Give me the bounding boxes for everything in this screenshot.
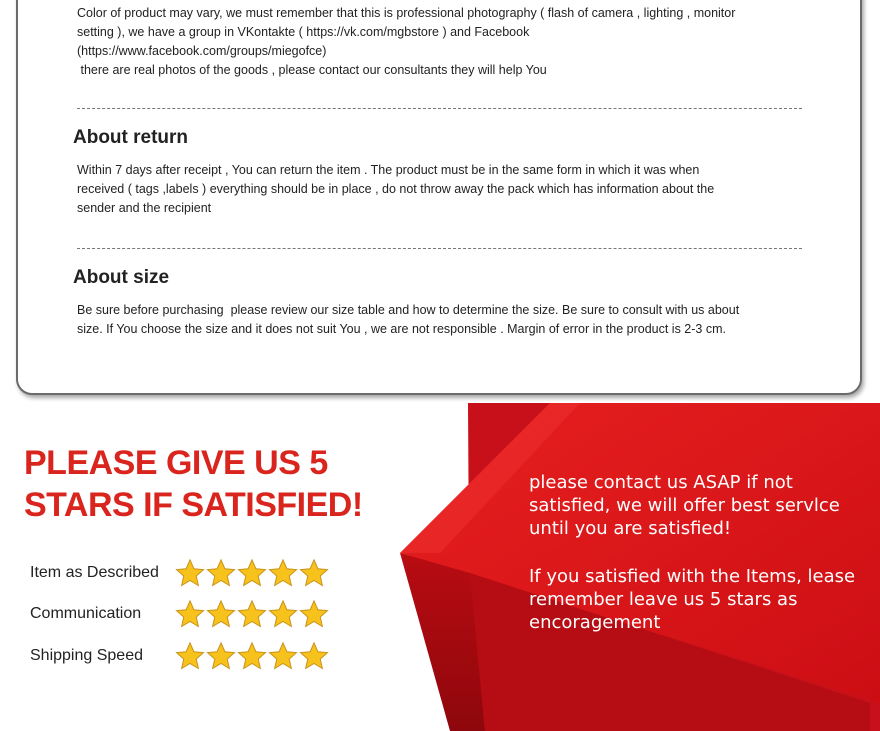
star-icon	[237, 558, 267, 588]
star-icon	[237, 641, 267, 671]
size-line: size. If You choose the size and it does not suit You , we are not responsible . Margin of error in the product is 2-3 cm.	[77, 322, 726, 336]
star-icon	[237, 599, 267, 629]
return-line: Within 7 days after receipt , You can return the item . The product must be in the same form in which it was when	[77, 163, 700, 177]
promo-title-line: STARS IF SATISFIED!	[24, 486, 363, 524]
return-line: received ( tags ,labels ) everything should be in place , do not throw away the pack which has information about the	[77, 182, 715, 196]
feedback-message-line: encoragement	[529, 612, 661, 633]
feedback-message-line: If you satisfied with the Items, lease	[529, 566, 856, 587]
color-note-line: Color of product may vary, we must remember that this is professional photography ( flash of camera , lighting , monitor	[77, 6, 736, 20]
star-icon	[206, 558, 236, 588]
feedback-message-line: remember leave us 5 stars as	[529, 589, 798, 610]
five-star-rating	[175, 558, 329, 588]
color-note	[77, 4, 807, 80]
rating-promo-banner	[0, 403, 880, 731]
rating-row-communication	[30, 599, 329, 629]
size-line: Be sure before purchasing please review our size table and how to determine the size. Be sure to consult with us about	[77, 303, 740, 317]
promo-title	[24, 442, 363, 526]
rating-row-shipping-speed	[30, 641, 329, 671]
star-icon	[299, 641, 329, 671]
star-icon	[206, 599, 236, 629]
contact-message	[529, 471, 840, 540]
star-icon	[175, 641, 205, 671]
rating-label: Communication	[30, 605, 142, 622]
color-note-line: there are real photos of the goods , please contact our consultants they will help You	[77, 63, 547, 77]
contact-message-line: please contact us ASAP if not	[529, 472, 793, 493]
star-icon	[299, 558, 329, 588]
section-divider	[77, 248, 802, 249]
return-line: sender and the recipient	[77, 201, 212, 215]
about-size-heading: About size	[73, 267, 170, 288]
five-star-rating	[175, 599, 329, 629]
about-return-text	[77, 161, 807, 218]
contact-message-line: satisfied, we will offer best servlce	[529, 495, 840, 516]
five-star-rating	[175, 641, 329, 671]
star-icon	[206, 641, 236, 671]
promo-title-line: PLEASE GIVE US 5	[24, 444, 328, 482]
red-gift-box-image	[400, 403, 880, 731]
about-return-heading: About return	[73, 127, 189, 148]
color-note-line: (https://www.facebook.com/groups/miegofce)	[77, 44, 327, 58]
section-divider	[77, 108, 802, 109]
star-icon	[268, 558, 298, 588]
star-icon	[268, 641, 298, 671]
star-icon	[175, 599, 205, 629]
star-icon	[299, 599, 329, 629]
feedback-message	[529, 565, 855, 634]
star-icon	[175, 558, 205, 588]
rating-row-item-as-described	[30, 558, 329, 588]
color-note-line: setting ), we have a group in VKontakte ( https://vk.com/mgbstore ) and Facebook	[77, 25, 530, 39]
star-icon	[268, 599, 298, 629]
rating-label: Shipping Speed	[30, 647, 143, 664]
rating-label: Item as Described	[30, 564, 159, 581]
contact-message-line: until you are satisfied!	[529, 518, 732, 539]
about-size-text	[77, 301, 807, 339]
